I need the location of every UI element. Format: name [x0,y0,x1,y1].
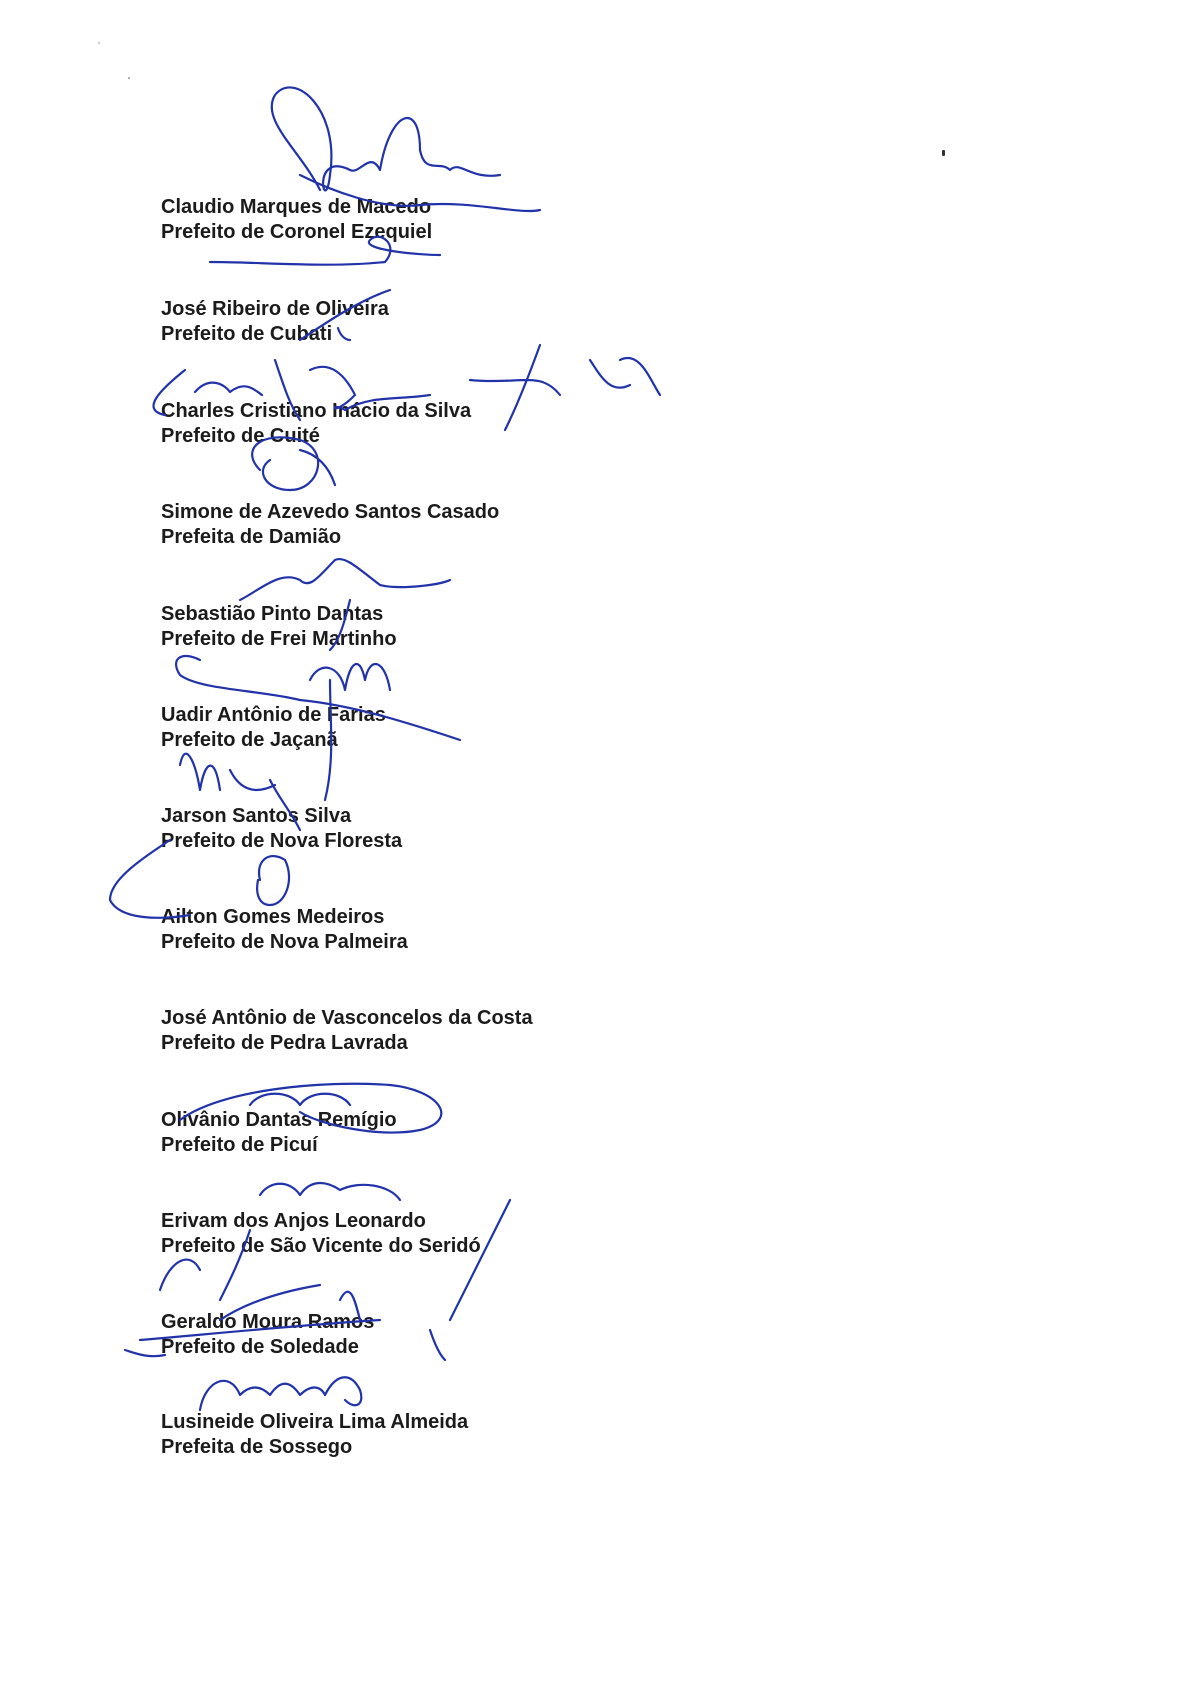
signatory-name: José Ribeiro de Oliveira [161,298,389,320]
signatory-block [161,500,861,550]
signatory-title: Prefeito de Nova Floresta [161,830,403,852]
signatory-title: Prefeito de São Vicente do Seridó [161,1235,481,1257]
scan-speck [128,77,130,79]
signatory-name: Claudio Marques de Macedo [161,196,432,218]
signatory-block [161,602,861,652]
signatory-title: Prefeito de Picuí [161,1134,318,1156]
signatory-block [161,1006,861,1056]
scan-speck [98,42,100,44]
signatory-title: Prefeito de Jaçanã [161,729,338,751]
scan-speck [942,150,945,156]
signatory-title: Prefeita de Sossego [161,1436,353,1458]
signatory-name: Ailton Gomes Medeiros [161,906,385,928]
signatory-name: Lusineide Oliveira Lima Almeida [161,1411,469,1433]
signature-ailton [257,856,289,905]
signatory-title: Prefeito de Cubati [161,323,333,345]
signatory-name: Charles Cristiano Inácio da Silva [161,400,472,422]
signatory-name: Simone de Azevedo Santos Casado [161,501,500,523]
signatory-title: Prefeita de Damião [161,526,342,548]
signatory-block [161,703,861,753]
signature-claudio [272,87,500,190]
signatory-block [161,1209,861,1259]
signatory-title: Prefeito de Nova Palmeira [161,931,408,953]
signatory-name: Olivânio Dantas Remígio [161,1109,397,1131]
signatory-name: Erivam dos Anjos Leonardo [161,1210,426,1232]
signatory-title: Prefeito de Pedra Lavrada [161,1032,408,1054]
signatory-name: Jarson Santos Silva [161,805,352,827]
signatory-block [161,297,861,347]
signatory-title: Prefeito de Coronel Ezequiel [161,221,433,243]
signatory-block [161,399,861,449]
signatory-block [161,1310,861,1360]
signatory-title: Prefeito de Cuité [161,425,320,447]
signatory-block [161,1410,861,1460]
signatory-block [161,1108,861,1158]
signatory-block [161,804,861,854]
signatory-name: José Antônio de Vasconcelos da Costa [161,1007,533,1029]
signatory-name: Uadir Antônio de Farias [161,704,386,726]
signatory-block [161,905,861,955]
signatory-block [161,195,861,245]
signatory-title: Prefeito de Frei Martinho [161,628,397,650]
signatory-name: Sebastião Pinto Dantas [161,603,384,625]
signatory-title: Prefeito de Soledade [161,1336,359,1358]
signature-lusineide [200,1377,361,1410]
signatory-name: Geraldo Moura Ramos [161,1311,375,1333]
